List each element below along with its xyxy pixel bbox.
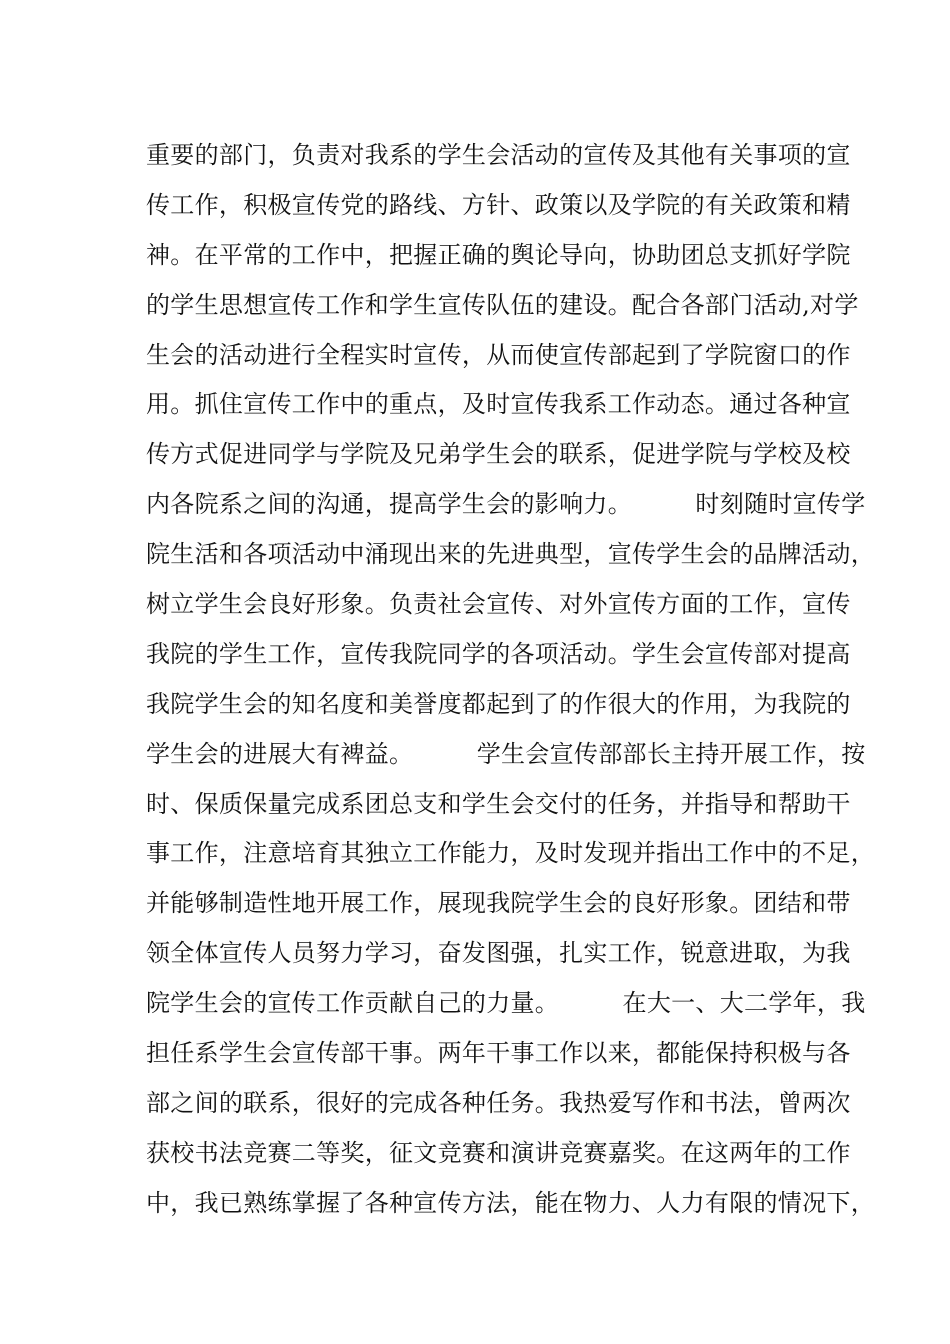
text-line: 神。在平常的工作中，把握正确的舆论导向，协助团总支抓好学院	[146, 240, 851, 269]
text-line: 院生活和各项活动中涌现出来的先进典型，宣传学生会的品牌活动，	[146, 540, 875, 569]
text-line: 传方式促进同学与学院及兄弟学生会的联系，促进学院与学校及校	[146, 440, 851, 469]
text-line: 传工作，积极宣传党的路线、方针、政策以及学院的有关政策和精	[146, 190, 851, 219]
text-line: 学生会的进展大有裨益。 学生会宣传部部长主持开展工作，按	[146, 739, 866, 768]
body-text	[146, 131, 875, 1229]
text-line: 院学生会的宣传工作贡献自己的力量。 在大一、大二学年，我	[146, 989, 866, 1018]
text-line: 获校书法竞赛二等奖，征文竞赛和演讲竞赛嘉奖。在这两年的工作	[146, 1138, 851, 1167]
text-line: 重要的部门，负责对我系的学生会活动的宣传及其他有关事项的宣	[146, 141, 851, 169]
text-line: 中，我已熟练掌握了各种宣传方法，能在物力、人力有限的情况下，	[146, 1188, 875, 1217]
text-line: 事工作，注意培育其独立工作能力，及时发现并指出工作中的不足，	[146, 839, 875, 868]
text-line: 领全体宣传人员努力学习，奋发图强，扎实工作，锐意进取，为我	[146, 939, 851, 968]
text-line: 担任系学生会宣传部干事。两年干事工作以来，都能保持积极与各	[146, 1039, 851, 1068]
text-line: 内各院系之间的沟通，提高学生会的影响力。 时刻随时宣传学	[146, 490, 866, 519]
text-line: 部之间的联系，很好的完成各种任务。我热爱写作和书法，曾两次	[146, 1088, 851, 1117]
text-line: 我院学生会的知名度和美誉度都起到了的作很大的作用，为我院的	[146, 689, 851, 718]
text-line: 生会的活动进行全程实时宣传，从而使宣传部起到了学院窗口的作	[146, 340, 851, 369]
text-line: 时、保质保量完成系团总支和学生会交付的任务，并指导和帮助干	[146, 789, 851, 818]
text-line: 树立学生会良好形象。负责社会宣传、对外宣传方面的工作，宣传	[146, 590, 851, 619]
text-line: 我院的学生工作，宣传我院同学的各项活动。学生会宣传部对提高	[146, 639, 851, 668]
text-line: 的学生思想宣传工作和学生宣传队伍的建设。配合各部门活动,对学	[146, 290, 859, 319]
text-line: 用。抓住宣传工作中的重点，及时宣传我系工作动态。通过各种宣	[146, 390, 851, 419]
text-line: 并能够制造性地开展工作，展现我院学生会的良好形象。团结和带	[146, 889, 851, 918]
